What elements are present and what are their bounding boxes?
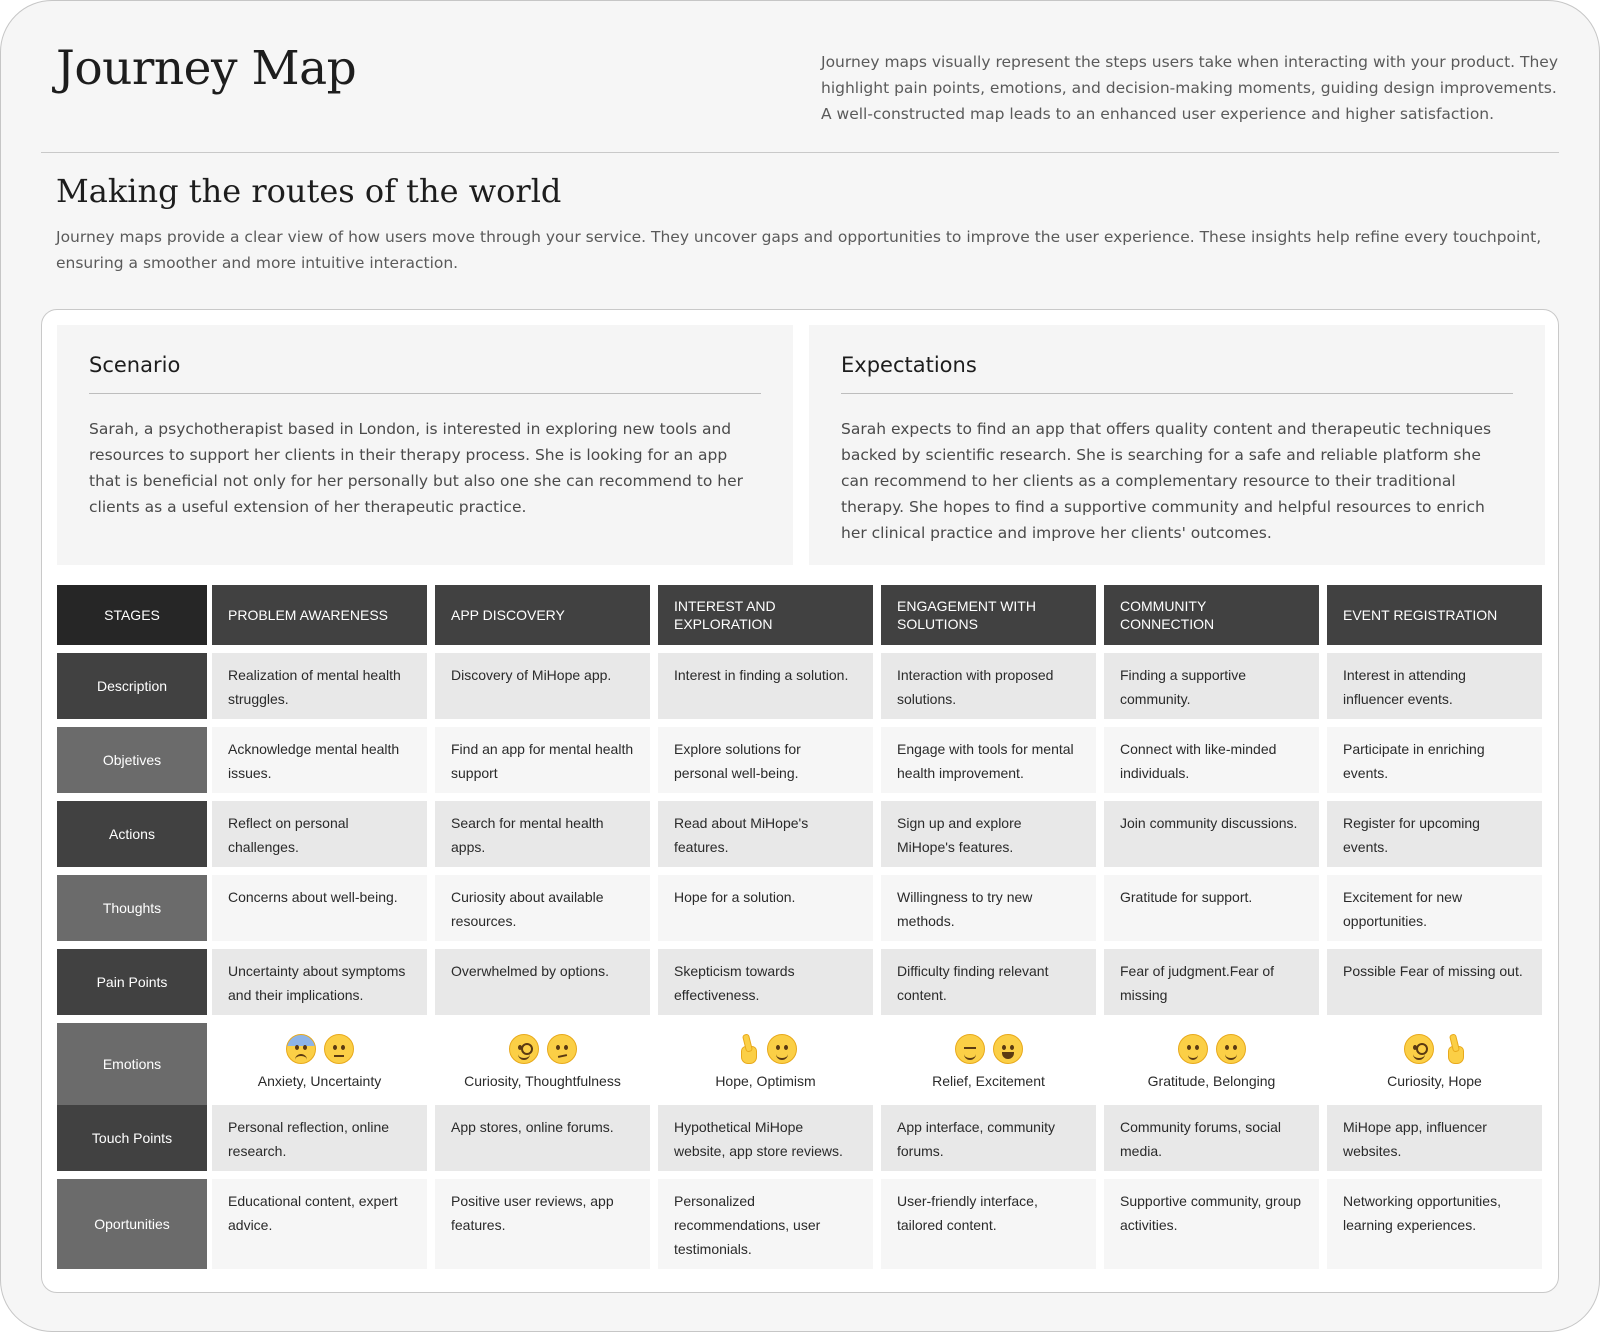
table-cell: Interest in attending influencer events.: [1327, 653, 1542, 719]
page-title: Journey Map: [56, 41, 357, 96]
row-label: Thoughts: [57, 875, 207, 941]
header-divider: [41, 152, 1559, 153]
emotion-label: Relief, Excitement: [932, 1073, 1045, 1089]
emotion-label: Hope, Optimism: [715, 1073, 816, 1089]
table-cell: Uncertainty about symptoms and their implications.: [212, 949, 427, 1015]
table-cell: Interest in finding a solution.: [658, 653, 873, 719]
table-cell: Realization of mental health struggles.: [212, 653, 427, 719]
smiling-face-icon: [767, 1034, 797, 1064]
table-cell: Gratitude for support.: [1104, 875, 1319, 941]
journey-board: [41, 309, 1559, 1293]
table-cell: App interface, community forums.: [881, 1105, 1096, 1171]
emotion-icons: [735, 1031, 797, 1067]
table-cell: Sign up and explore MiHope's features.: [881, 801, 1096, 867]
table-cell: Overwhelmed by options.: [435, 949, 650, 1015]
emotion-cell: [1104, 1023, 1319, 1105]
scenario-text: Sarah, a psychotherapist based in London, is interested in exploring new tools and resources to support her clients in their therapy process. She is looking for an app that is beneficial not only for her personally but also one she can recommend to her clients as a useful extension of her therapeutic practice.: [89, 420, 744, 516]
table-cell: Curiosity about available resources.: [435, 875, 650, 941]
table-cell: Willingness to try new methods.: [881, 875, 1096, 941]
emotion-icons: [955, 1031, 1023, 1067]
row-label: Oportunities: [57, 1179, 207, 1269]
emotion-cell: [658, 1023, 873, 1105]
scenario-card: [57, 325, 793, 565]
stage-header: APP DISCOVERY: [435, 585, 650, 645]
table-cell: Possible Fear of missing out.: [1327, 949, 1542, 1015]
table-cell: Supportive community, group activities.: [1104, 1179, 1319, 1269]
table-cell: Interaction with proposed solutions.: [881, 653, 1096, 719]
hugging-face-icon: [1178, 1034, 1208, 1064]
crossed-fingers-icon: [735, 1034, 759, 1064]
smiling-face-icon: [1216, 1034, 1246, 1064]
table-cell: App stores, online forums.: [435, 1105, 650, 1171]
emotion-icons: [286, 1031, 354, 1067]
row-label: Objetives: [57, 727, 207, 793]
stage-header: ENGAGEMENT WITH SOLUTIONS: [881, 585, 1096, 645]
emotion-icons: [1404, 1031, 1466, 1067]
row-label: Actions: [57, 801, 207, 867]
stage-header: INTEREST AND EXPLORATION: [658, 585, 873, 645]
emotion-label: Curiosity, Hope: [1387, 1073, 1482, 1089]
crossed-fingers-icon: [1442, 1034, 1466, 1064]
table-cell: Skepticism towards effectiveness.: [658, 949, 873, 1015]
row-label: Emotions: [57, 1023, 207, 1105]
table-cell: Join community discussions.: [1104, 801, 1319, 867]
emotion-label: Curiosity, Thoughtfulness: [464, 1073, 621, 1089]
table-cell: Personalized recommendations, user testimonials.: [658, 1179, 873, 1269]
expectations-text: Sarah expects to find an app that offers quality content and therapeutic techniques backed by scientific research. She is searching for a safe and reliable platform she can recommend to her clients as a complementary resource to their traditional therapy. She hopes to find a supportive community and helpful resources to enrich her clinical practice and improve her clients' outcomes.: [841, 420, 1492, 542]
table-cell: Acknowledge mental health issues.: [212, 727, 427, 793]
table-cell: MiHope app, influencer websites.: [1327, 1105, 1542, 1171]
table-cell: Finding a supportive community.: [1104, 653, 1319, 719]
section-title: Making the routes of the world: [56, 172, 562, 210]
table-cell: Excitement for new opportunities.: [1327, 875, 1542, 941]
row-label: Description: [57, 653, 207, 719]
monocle-face-icon: [1404, 1034, 1434, 1064]
monocle-face-icon: [509, 1034, 539, 1064]
confused-face-icon: [324, 1034, 354, 1064]
page-intro: Journey maps visually represent the steps users take when interacting with your product. They highlight pain points, emotions, and decision-making moments, guiding design improvements. A well-constructed map leads to an enhanced user experience and higher satisfaction.: [821, 53, 1559, 123]
table-cell: Hope for a solution.: [658, 875, 873, 941]
table-cell: Engage with tools for mental health improvement.: [881, 727, 1096, 793]
row-label: Pain Points: [57, 949, 207, 1015]
table-cell: Difficulty finding relevant content.: [881, 949, 1096, 1015]
emotion-cell: [212, 1023, 427, 1105]
emotion-cell: [435, 1023, 650, 1105]
stage-header: PROBLEM AWARENESS: [212, 585, 427, 645]
table-cell: Concerns about well-being.: [212, 875, 427, 941]
emotion-cell: [1327, 1023, 1542, 1105]
relieved-face-icon: [955, 1034, 985, 1064]
emotion-icons: [509, 1031, 577, 1067]
table-cell: Connect with like-minded individuals.: [1104, 727, 1319, 793]
table-cell: Reflect on personal challenges.: [212, 801, 427, 867]
emotion-icons: [1178, 1031, 1246, 1067]
grinning-face-icon: [993, 1034, 1023, 1064]
scenario-title: Scenario: [89, 353, 761, 394]
table-cell: User-friendly interface, tailored content.: [881, 1179, 1096, 1269]
emotion-label: Gratitude, Belonging: [1147, 1073, 1276, 1089]
table-cell: Participate in enriching events.: [1327, 727, 1542, 793]
expectations-card: [809, 325, 1545, 565]
table-cell: Discovery of MiHope app.: [435, 653, 650, 719]
table-cell: Hypothetical MiHope website, app store reviews.: [658, 1105, 873, 1171]
table-cell: Personal reflection, online research.: [212, 1105, 427, 1171]
table-cell: Positive user reviews, app features.: [435, 1179, 650, 1269]
table-cell: Educational content, expert advice.: [212, 1179, 427, 1269]
table-cell: Read about MiHope's features.: [658, 801, 873, 867]
table-cell: Explore solutions for personal well-being.: [658, 727, 873, 793]
expectations-title: Expectations: [841, 353, 1513, 394]
section-description: Journey maps provide a clear view of how users move through your service. They uncover gaps and opportunities to improve the user experience. These insights help refine every touchpoint, ensuring a smoother and more intuitive interaction.: [56, 228, 1542, 272]
table-cell: Fear of judgment.Fear of missing: [1104, 949, 1319, 1015]
table-cell: Search for mental health apps.: [435, 801, 650, 867]
stages-corner-header: STAGES: [57, 585, 207, 645]
thinking-face-icon: [547, 1034, 577, 1064]
stage-header: EVENT REGISTRATION: [1327, 585, 1542, 645]
table-cell: Community forums, social media.: [1104, 1105, 1319, 1171]
table-cell: Networking opportunities, learning experiences.: [1327, 1179, 1542, 1269]
table-cell: Find an app for mental health support: [435, 727, 650, 793]
stage-header: COMMUNITY CONNECTION: [1104, 585, 1319, 645]
emotion-label: Anxiety, Uncertainty: [257, 1073, 382, 1089]
emotion-cell: [881, 1023, 1096, 1105]
row-label: Touch Points: [57, 1105, 207, 1171]
anxious-face-icon: [286, 1034, 316, 1064]
table-cell: Register for upcoming events.: [1327, 801, 1542, 867]
